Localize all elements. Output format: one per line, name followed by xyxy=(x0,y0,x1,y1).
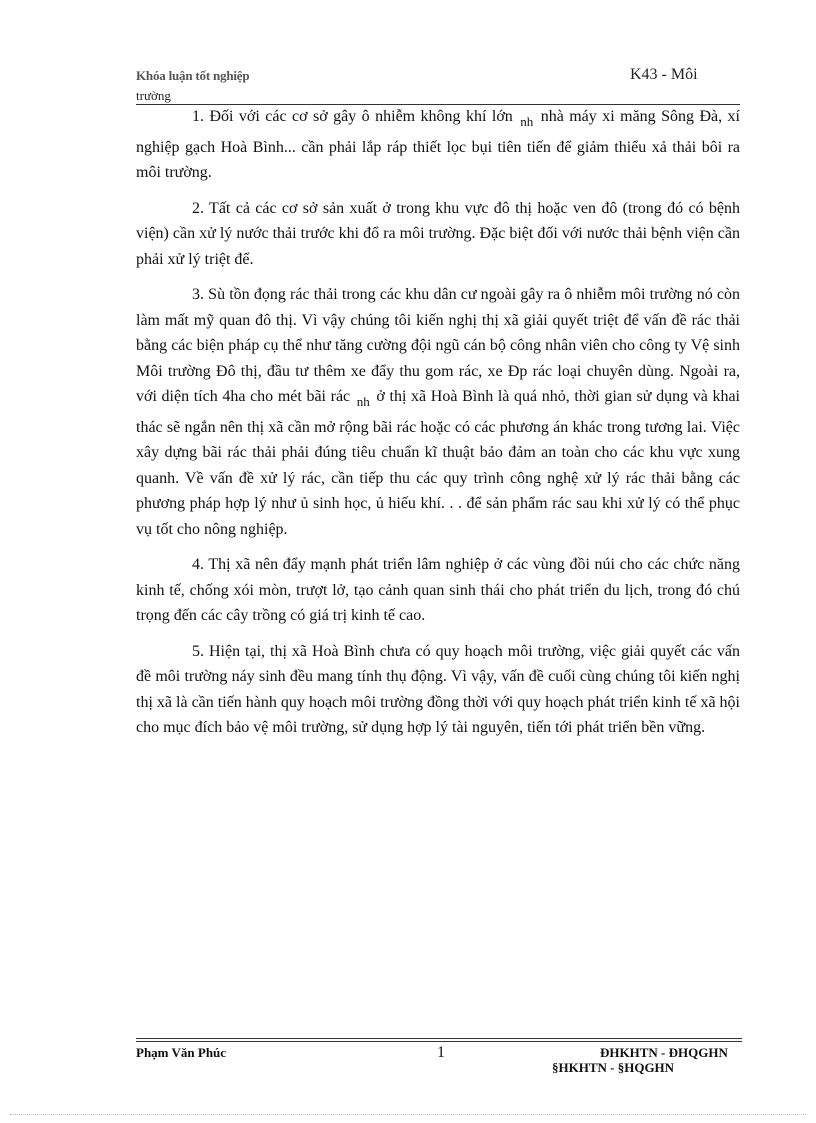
page-number: 1 xyxy=(437,1044,445,1061)
paragraph-3 xyxy=(136,282,740,542)
paragraph-1-text-b: nhà máy xi măng Sông Đà, xí nghiệp gạch Hoà Bình... cần phải lắp ráp thiết lọc bụi tiên tiến để giảm thiểu xả thải bôi ra môi trường. xyxy=(136,108,741,181)
page-bottom-border xyxy=(10,1114,806,1115)
paragraph-3-subscript: nh xyxy=(356,394,370,409)
footer-institution-alt: §HKHTN - §HQGHN xyxy=(552,1060,675,1075)
paragraph-1 xyxy=(136,104,740,186)
footer-institution: ĐHKHTN - ĐHQGHN xyxy=(600,1045,728,1060)
paragraph-2: 2. Tất cả các cơ sở sản xuất ở trong khu vực đô thị hoặc ven đô (trong đó có bệnh viện) cần xử lý nước thải trước khi đổ ra môi trường. Đặc biệt đối với nước thải bệnh viện cần phải xử lý triệt để. xyxy=(136,199,740,268)
paragraph-4: 4. Thị xã nên đẩy mạnh phát triển lâm nghiệp ở các vùng đồi núi cho các chức năng kinh tế, chống xói mòn, trượt lở, tạo cảnh quan sinh thái cho phát triển du lịch, trong đó chú trọng đến các cây trồng có giá trị kinh tế cao. xyxy=(136,556,740,624)
paragraph-1-text-a: 1. Đối với các cơ sở gây ô nhiễm không khí lớn xyxy=(192,108,519,125)
footer-divider-bottom xyxy=(136,1041,742,1042)
header-class-label: K43 - Môi xyxy=(630,66,698,83)
footer-divider-top xyxy=(136,1038,742,1039)
paragraph-3-text-b: ở thị xã Hoà Bình là quá nhỏ, thời gian sử dụng và khai thác sẽ ngắn nên thị xã cần mở rộng bãi rác hoặc có các phương án khác trong tương lai. Việc xây dựng bãi rác thải phải đúng tiêu chuẩn kĩ thuật bảo đảm an toàn cho các khu vực xung quanh. Về vấn đề xử lý rác, cần tiếp thu các quy trình công nghệ xử lý rác thải bằng các phương pháp hợp lý như ủ sinh học, ủ hiếu khí. . . để sản phẩm rác sau khi xử lý có thể phục vụ tốt cho nông nghiệp. xyxy=(136,388,740,538)
paragraph-1-subscript: nh xyxy=(520,114,534,129)
document-body xyxy=(136,104,740,751)
header-thesis-title: Khóa luận tốt nghiệp xyxy=(136,68,250,83)
paragraph-3-text-a: 3. Sù tồn đọng rác thải trong các khu dân cư ngoài gây ra ô nhiễm môi trường nó còn làm mất mỹ quan đô thị. Vì vậy chúng tôi kiến nghị thị xã giải quyết triệt để vấn đề rác thải bằng các biện pháp cụ thể như tăng cường đội ngũ cán bộ công nhân viên cho công ty Vệ sinh Môi trường Đô thị, đầu tư thêm xe đẩy thu gom rác, xe Ðp rác loại chuyên dùng. Ngoài ra, với diện tích 4ha cho mét bãi rác xyxy=(136,286,740,405)
paragraph-5: 5. Hiện tại, thị xã Hoà Bình chưa có quy hoạch môi trường, việc giải quyết các vấn đề môi trường náy sinh đều mang tính thụ động. Vì vậy, vấn đề cuối cùng chúng tôi kiến nghị thị xã là cần tiến hành quy hoạch môi trường đồng thời với quy hoạch phát triển kinh tế xã hội cho mục đích bảo vệ môi trường, sử dụng hợp lý tài nguyên, tiến tới phát triển bền vững. xyxy=(136,642,740,736)
footer-author: Phạm Văn Phúc xyxy=(136,1045,227,1060)
header-thesis-title-continued: trường xyxy=(136,88,171,103)
